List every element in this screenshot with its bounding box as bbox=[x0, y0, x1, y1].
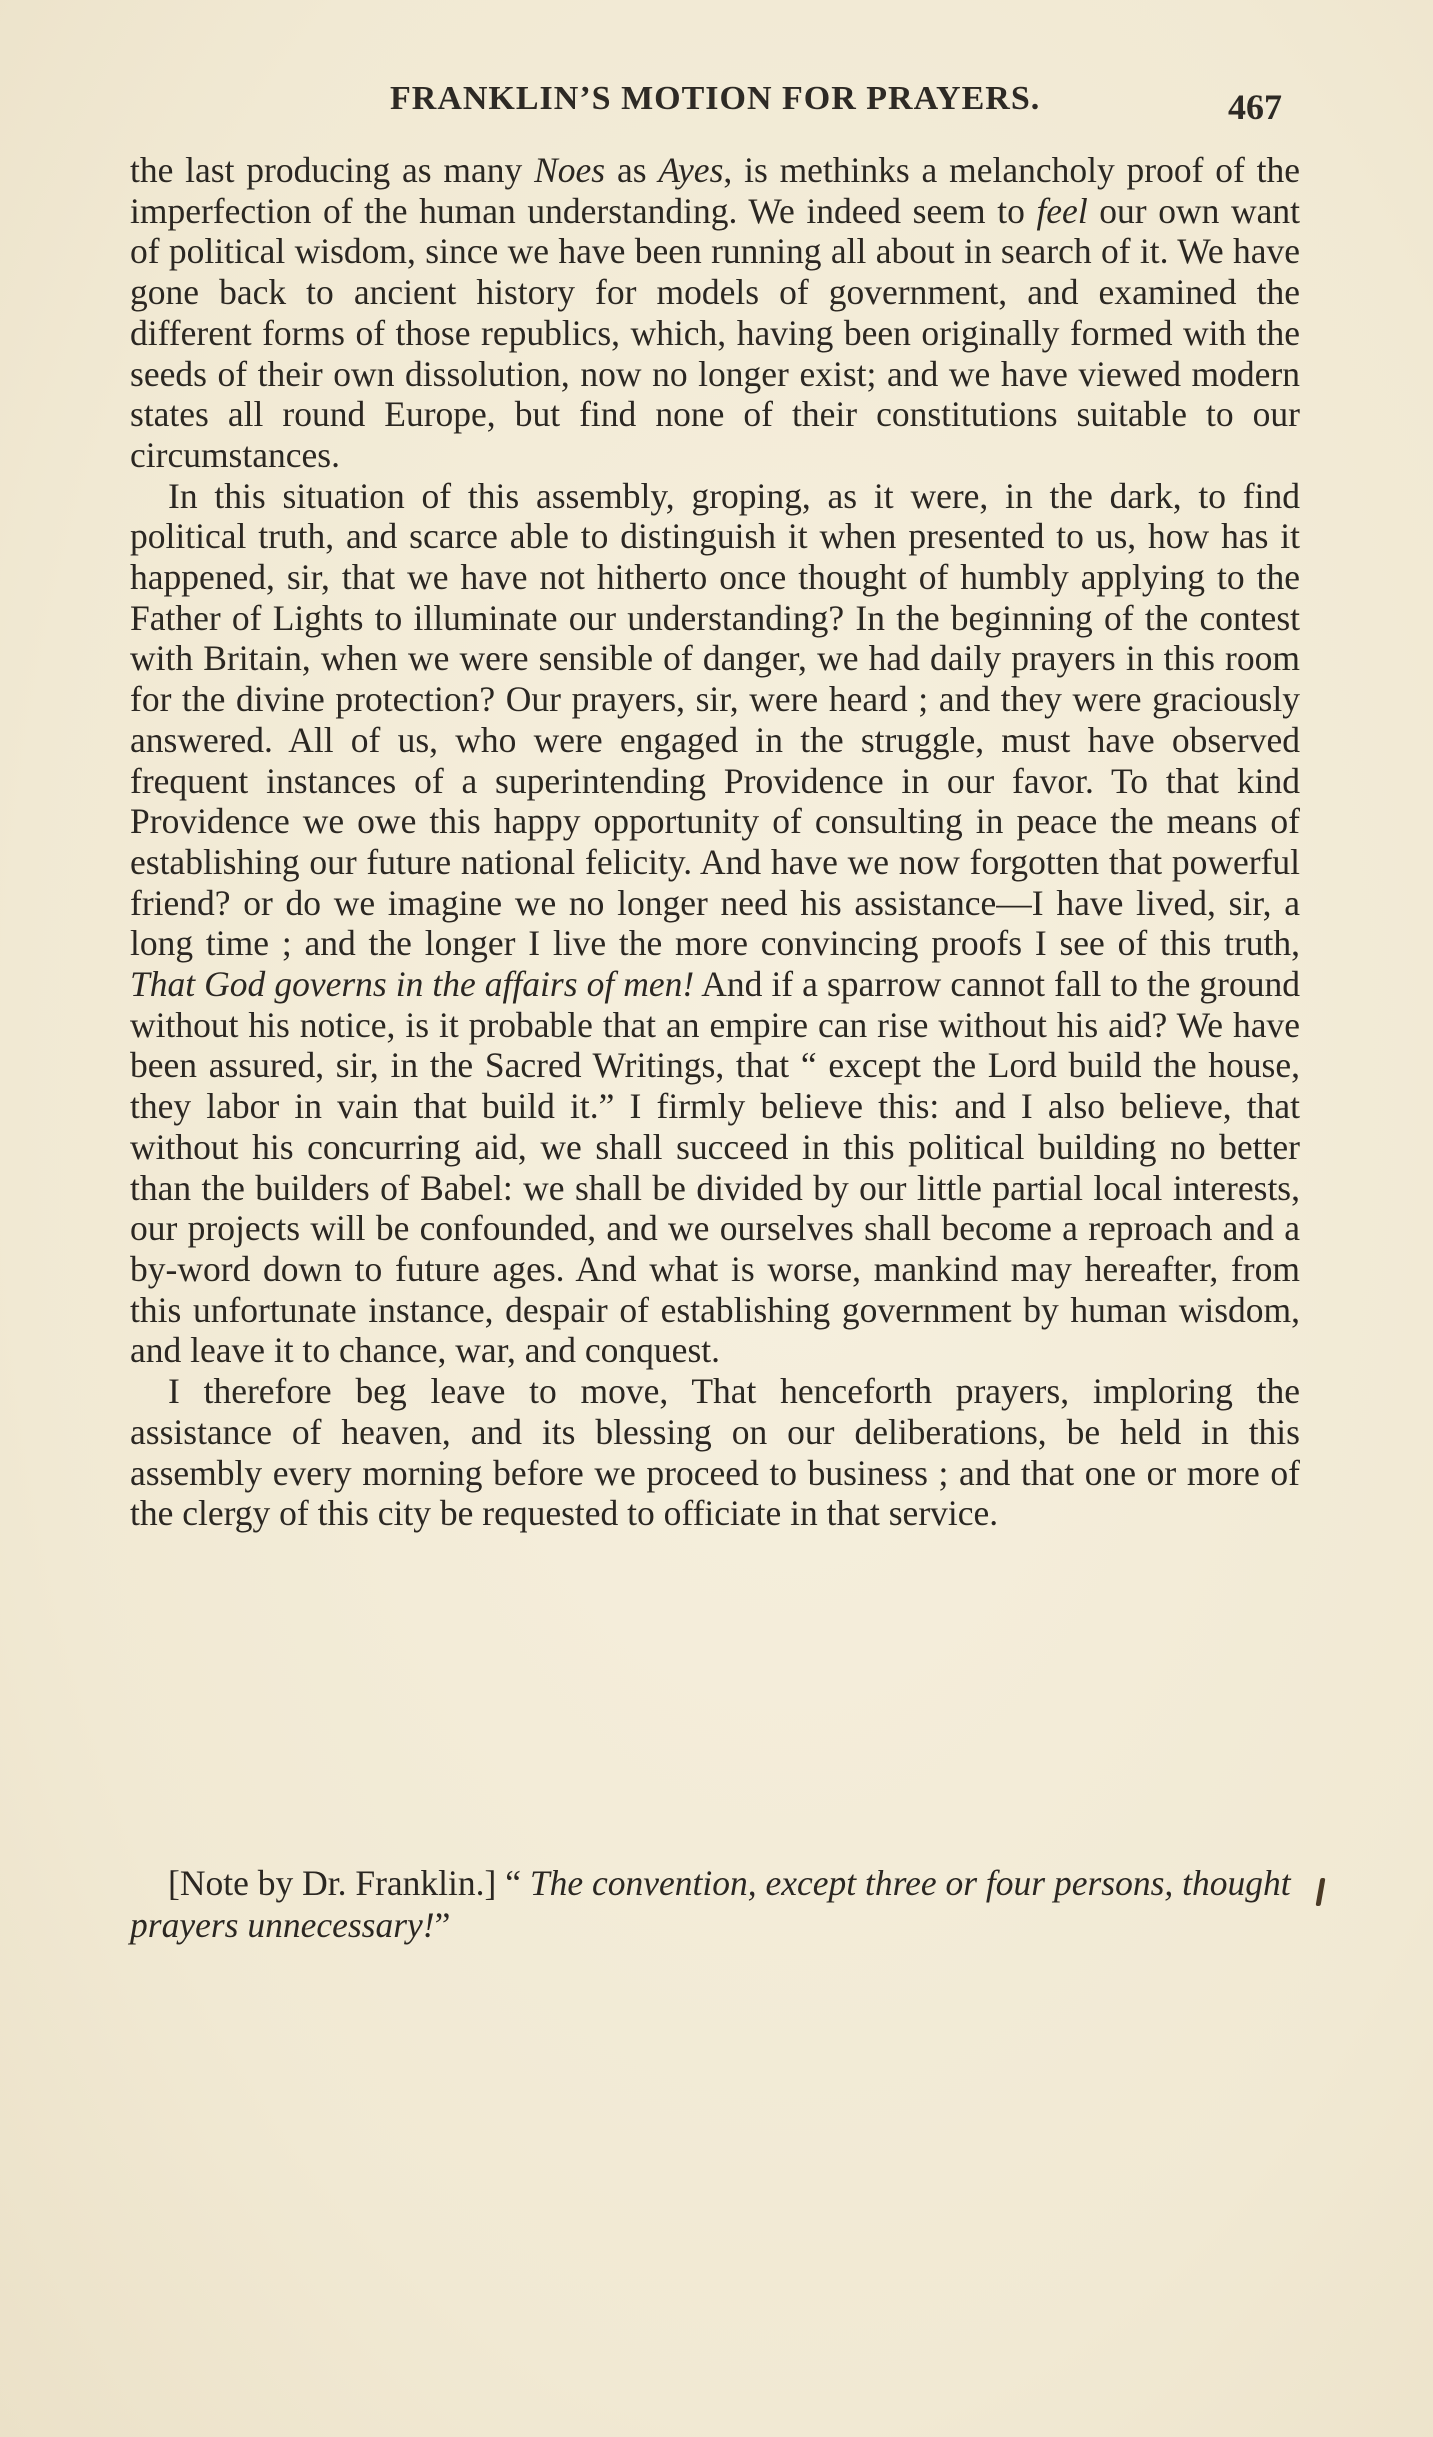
body-text bbox=[130, 150, 1300, 1534]
paragraph bbox=[130, 1371, 1300, 1534]
italic-text: The convention, except three or four persons, thought prayers unnecessary! bbox=[130, 1863, 1291, 1945]
franklin-note bbox=[130, 1862, 1300, 1946]
italic-text: feel bbox=[1036, 190, 1088, 231]
paragraph bbox=[130, 150, 1300, 476]
text-run: , is methinks a melancholy proof of the imperfection of the human understanding. We indeed seem to bbox=[130, 150, 1300, 231]
text-run: ” bbox=[434, 1905, 451, 1945]
italic-text: Noes bbox=[534, 150, 606, 190]
text-run: our own want of political wisdom, since we have been running all about in search of it. We have gone back to ancient history for models of government, and examined the different forms of those republics, which, having been originally formed with the seeds of their own dissolution, now no longer exist; and we have viewed modern states all round Europe, but find none of their constitutions suitable to our circumstances. bbox=[130, 190, 1301, 475]
text-run: [Note by Dr. Franklin.] “ bbox=[168, 1863, 530, 1903]
running-head-title: FRANKLIN’S MOTION FOR PRAYERS. bbox=[390, 80, 1041, 117]
margin-ink-mark bbox=[1316, 1878, 1326, 1906]
text-run: I therefore beg leave to move, That henceforth prayers, imploring the assistance of heaven, and its blessing on our deliberations, be held in this assembly every morning before we proceed to business ; and that one or more of the clergy of this city be requested to officiate in that service. bbox=[130, 1371, 1300, 1534]
page-number: 467 bbox=[1228, 87, 1282, 127]
text-run: And if a sparrow cannot fall to the ground without his notice, is it probable that an empire can rise without his aid? We have been assured, sir, in the Sacred Writings, that “ except the Lord build the house, they labor in vain that build it.” I firmly believe this: and I also believe, that without his concurring aid, we shall succeed in this political building no better than the builders of Babel: we shall be divided by our little partial local interests, our projects will be confounded, and we ourselves shall become a reproach and a by-word down to future ages. And what is worse, mankind may hereafter, from this unfortunate instance, despair of establishing government by human wisdom, and leave it to chance, war, and conquest. bbox=[130, 964, 1300, 1371]
italic-text: That God governs in the affairs of men! bbox=[130, 964, 695, 1005]
text-run: as bbox=[605, 150, 659, 190]
text-run: the last producing as many bbox=[130, 150, 535, 190]
text-run: In this situation of this assembly, groping, as it were, in the dark, to find political truth, and scarce able to distinguish it when presented to us, how has it happened, sir, that we have not hitherto once thought of humbly applying to the Father of Lights to illuminate our understanding? In the beginning of the contest with Britain, when we were sensible of danger, we had daily prayers in this room for the divine protection? Our prayers, sir, were heard ; and they were graciously answered. All of us, who were engaged in the struggle, must have observed frequent instances of a superintending Providence in our favor. To that kind Providence we owe this happy opportunity of consulting in peace the means of establishing our future national felicity. And have we now forgotten that powerful friend? or do we imagine we no longer need his assistance—I have lived, sir, a long time ; and the longer I live the more convincing proofs I see of this truth, bbox=[130, 475, 1300, 964]
italic-text: Ayes bbox=[658, 150, 724, 190]
paragraph bbox=[130, 476, 1300, 1371]
